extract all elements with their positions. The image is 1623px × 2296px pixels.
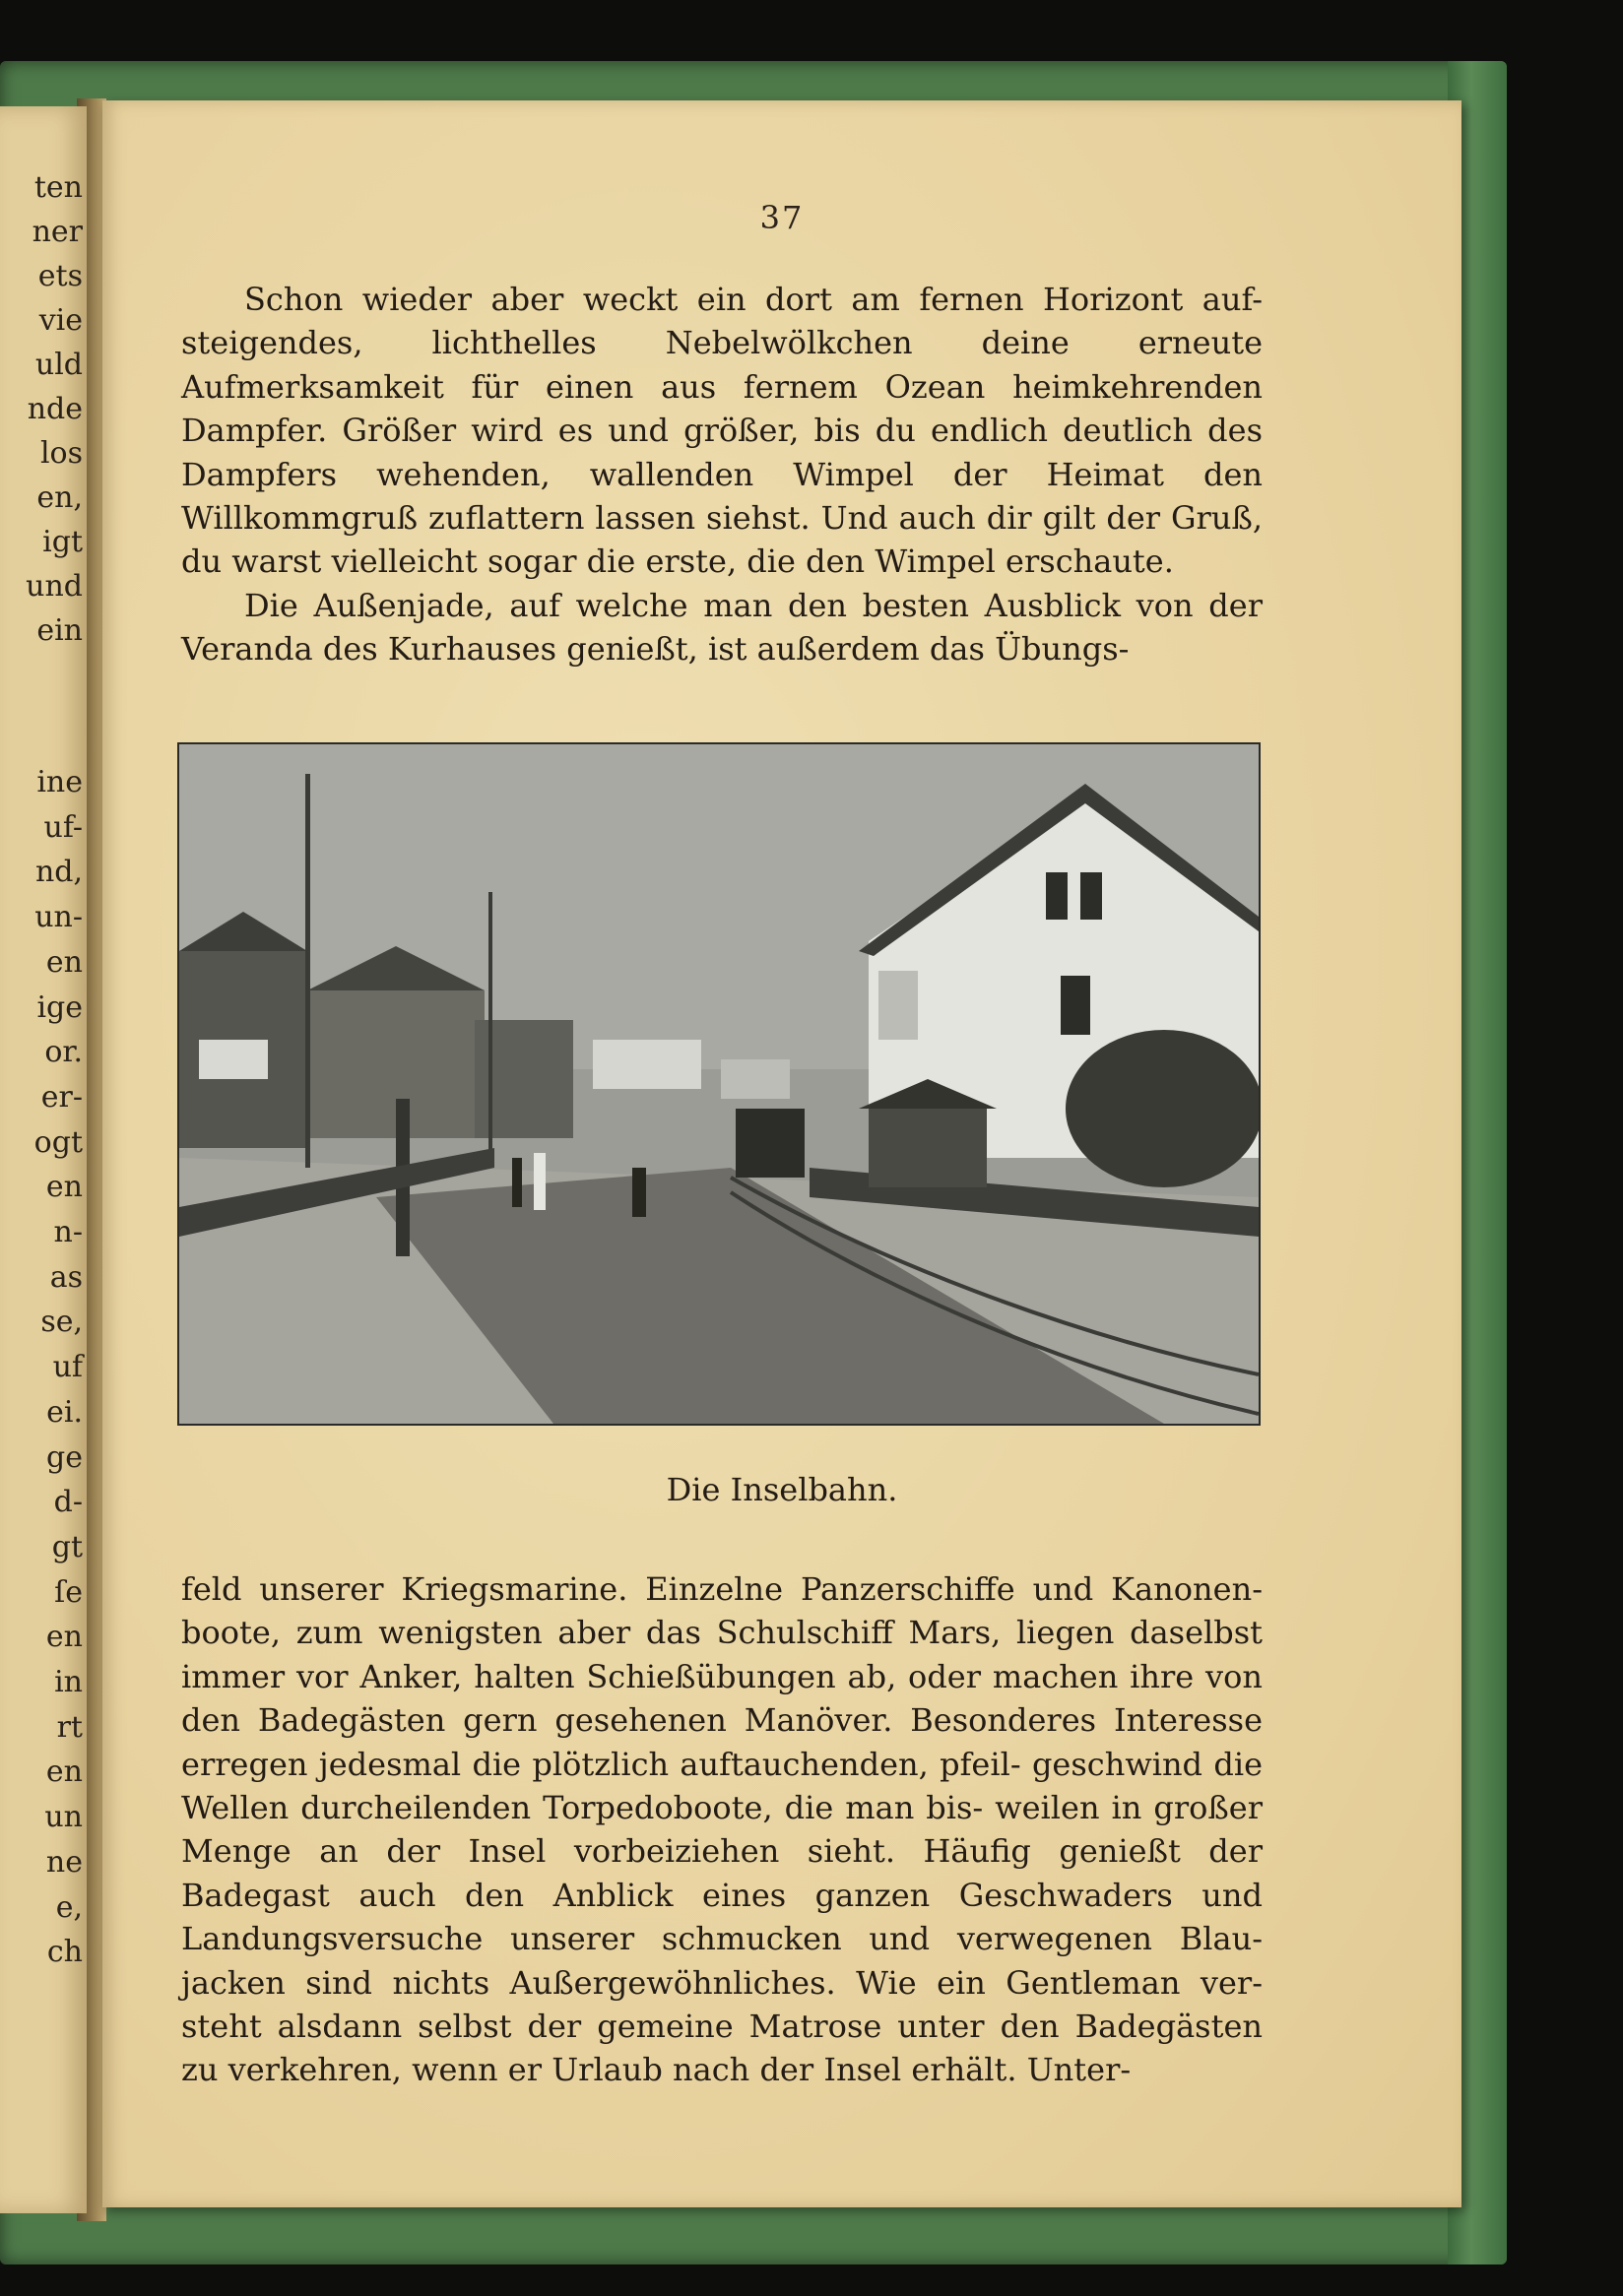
left-page-text-fragment: e, (55, 1889, 83, 1925)
left-page-text-fragment: uf- (43, 809, 83, 845)
paragraph: feld unserer Kriegsmarine. Einzelne Panzerschiffe und Kanonen- boote, zum wenigsten aber das Schulschiff Mars, liegen daselbst immer vor Anker, halten Schießübungen ab, oder machen ihre von den Badegästen gern gesehenen Manöver. Besonderes Interesse erregen jedesmal die plötzlich auftauchenden, pfeil- geschwind die Wellen durcheilenden Torpedoboote, die man bis- weilen in großer Menge an der Insel vorbeiziehen sieht. Häufig genießt der Badegast auch den Anblick eines ganzen Geschwaders und Landungsversuche unserer schmucken und verwegenen Blau- jacken sind nichts Außergewöhnliches. Wie ein Gentleman ver- steht alsdann selbst der gemeine Matrose unter den Badegästen zu verkehren, wenn er Urlaub nach der Insel erhält. Unter- (181, 1570, 1263, 2089)
left-page-text-fragment: igt (42, 525, 83, 559)
left-page-text-fragment: gt (51, 1529, 83, 1564)
left-page-text-fragment: ch (46, 1935, 83, 1970)
photo-illustration (179, 744, 1259, 1424)
left-page-text-fragment: ige (36, 989, 83, 1025)
page-number: 37 (759, 199, 805, 236)
left-page-text-fragment: ner (32, 215, 83, 249)
left-page-text-fragment: ogt (33, 1124, 83, 1160)
left-page-text-fragment: ten (33, 170, 83, 205)
left-page-text-fragment: ets (37, 259, 83, 293)
left-page-text-fragment: in (54, 1665, 83, 1699)
left-page-text-fragment: los (39, 436, 83, 471)
left-page-text-fragment: en (45, 1754, 83, 1790)
right-page (102, 100, 1461, 2207)
left-page-text-fragment: n- (53, 1215, 83, 1249)
paragraph: Die Außenjade, auf welche man den besten Ausblick von der Veranda des Kurhauses genießt, ist außerdem das Übungs- (181, 586, 1263, 669)
left-page-text-fragment: nd, (34, 855, 83, 890)
left-page-text-fragment: vie (38, 303, 83, 338)
left-page-text-fragment: ei. (46, 1394, 83, 1430)
photo-inselbahn (177, 742, 1261, 1426)
left-page-text-fragment: und (26, 569, 83, 604)
left-page-text-fragment: en (45, 1170, 83, 1205)
left-page-text-fragment: uf (52, 1350, 83, 1385)
top-text-block (181, 278, 1263, 671)
left-page-text-fragment: nde (27, 392, 83, 426)
left-page-text-fragment: ine (36, 765, 83, 799)
left-page-text-fragment: ſe (54, 1574, 83, 1610)
left-page-text-fragment: ne (45, 1844, 83, 1880)
figure-caption: Die Inselbahn. (666, 1471, 898, 1508)
left-page-text-fragment: or. (44, 1035, 83, 1070)
left-page-text-fragment: rt (56, 1709, 83, 1745)
left-page-text-fragment: as (49, 1259, 83, 1295)
left-page-text-fragment: en (45, 944, 83, 980)
left-page-text-fragment: un (44, 1800, 83, 1835)
left-page-text-fragment: er- (40, 1079, 83, 1115)
paragraph: Schon wieder aber weckt ein dort am fernen Horizont auf- steigendes, lichthelles Nebelwölkchen deine erneute Aufmerksamkeit für einen aus fernem Ozean heimkehrenden Dampfer. Größer wird es und größer, bis du endlich deutlich des Dampfers wehenden, wallenden Wimpel der Heimat den Willkommgruß zuflattern lassen siehst. Und auch dir gilt der Gruß, du warst vielleicht sogar die erste, die den Wimpel erschaute. (181, 281, 1263, 581)
left-page-text-fragment: uld (34, 348, 83, 382)
left-page-text-fragment: d- (53, 1485, 83, 1520)
left-page-text-fragment: ge (46, 1439, 83, 1475)
left-page-text-fragment: se, (40, 1305, 83, 1340)
left-page-text-fragment: ein (36, 613, 83, 648)
left-page-text-fragment: en (45, 1620, 83, 1655)
left-page-text-fragment: un- (34, 900, 83, 935)
bottom-text-block (181, 1567, 1263, 2092)
left-page (0, 106, 87, 2213)
left-page-text-fragment: en, (36, 480, 83, 515)
